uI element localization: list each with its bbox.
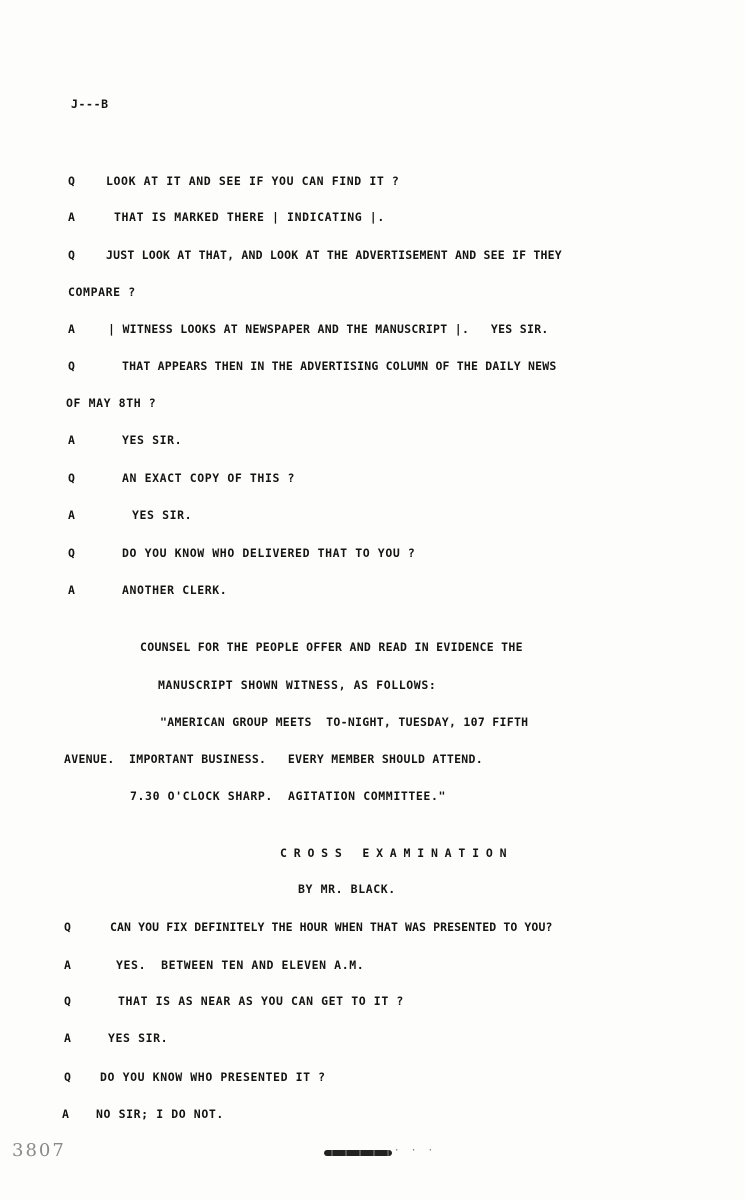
testimony-line: YES. BETWEEN TEN AND ELEVEN A.M. <box>116 958 365 972</box>
evidence-line: AVENUE. IMPORTANT BUSINESS. EVERY MEMBER SHOULD ATTEND. <box>64 752 483 766</box>
testimony-line: ANOTHER CLERK. <box>122 583 228 597</box>
testimony-line: DO YOU KNOW WHO DELIVERED THAT TO YOU ? <box>122 546 416 560</box>
speaker-marker: Q <box>64 920 71 934</box>
testimony-line: COMPARE ? <box>68 285 136 299</box>
testimony-line: THAT APPEARS THEN IN THE ADVERTISING COLUMN OF THE DAILY NEWS <box>122 359 557 373</box>
evidence-line: COUNSEL FOR THE PEOPLE OFFER AND READ IN EVIDENCE THE <box>140 640 523 654</box>
speaker-marker: A <box>62 1107 69 1121</box>
evidence-line: "AMERICAN GROUP MEETS TO-NIGHT, TUESDAY, 107 FIFTH <box>160 715 529 729</box>
testimony-line: OF MAY 8TH ? <box>66 396 157 410</box>
strikeout-scribble <box>324 1150 392 1156</box>
cross-examiner-line: BY MR. BLACK. <box>298 882 396 896</box>
scribble-dots: · · · <box>394 1146 437 1156</box>
testimony-line: THAT IS AS NEAR AS YOU CAN GET TO IT ? <box>118 994 404 1008</box>
evidence-line: MANUSCRIPT SHOWN WITNESS, AS FOLLOWS: <box>158 678 437 692</box>
speaker-marker: A <box>64 1031 71 1045</box>
testimony-line: CAN YOU FIX DEFINITELY THE HOUR WHEN THAT WAS PRESENTED TO YOU? <box>110 920 553 934</box>
speaker-marker: Q <box>68 248 75 262</box>
speaker-marker: Q <box>64 994 71 1008</box>
cross-examination-heading: CROSS EXAMINATION <box>280 846 514 860</box>
speaker-marker: Q <box>64 1070 71 1084</box>
testimony-line: YES SIR. <box>108 1031 169 1045</box>
speaker-marker: A <box>64 958 71 972</box>
testimony-line: NO SIR; I DO NOT. <box>96 1107 224 1121</box>
speaker-marker: Q <box>68 546 75 560</box>
speaker-marker: A <box>68 508 75 522</box>
page-number: 3807 <box>12 1140 66 1161</box>
speaker-marker: A <box>68 583 75 597</box>
testimony-line: YES SIR. <box>122 433 183 447</box>
speaker-marker: A <box>68 322 75 336</box>
speaker-marker: A <box>68 433 75 447</box>
testimony-line: THAT IS MARKED THERE | INDICATING |. <box>114 210 385 224</box>
testimony-line: DO YOU KNOW WHO PRESENTED IT ? <box>100 1070 326 1084</box>
speaker-marker: Q <box>68 174 75 188</box>
evidence-line: 7.30 O'CLOCK SHARP. AGITATION COMMITTEE." <box>130 789 446 803</box>
speaker-marker: Q <box>68 471 75 485</box>
testimony-line: JUST LOOK AT THAT, AND LOOK AT THE ADVERTISEMENT AND SEE IF THEY <box>106 248 562 262</box>
testimony-line: | WITNESS LOOKS AT NEWSPAPER AND THE MANUSCRIPT |. YES SIR. <box>108 322 549 336</box>
speaker-marker: Q <box>68 359 75 373</box>
testimony-line: AN EXACT COPY OF THIS ? <box>122 471 296 485</box>
page-reference: J---B <box>71 97 109 111</box>
testimony-line: LOOK AT IT AND SEE IF YOU CAN FIND IT ? <box>106 174 400 188</box>
speaker-marker: A <box>68 210 75 224</box>
testimony-line: YES SIR. <box>132 508 193 522</box>
